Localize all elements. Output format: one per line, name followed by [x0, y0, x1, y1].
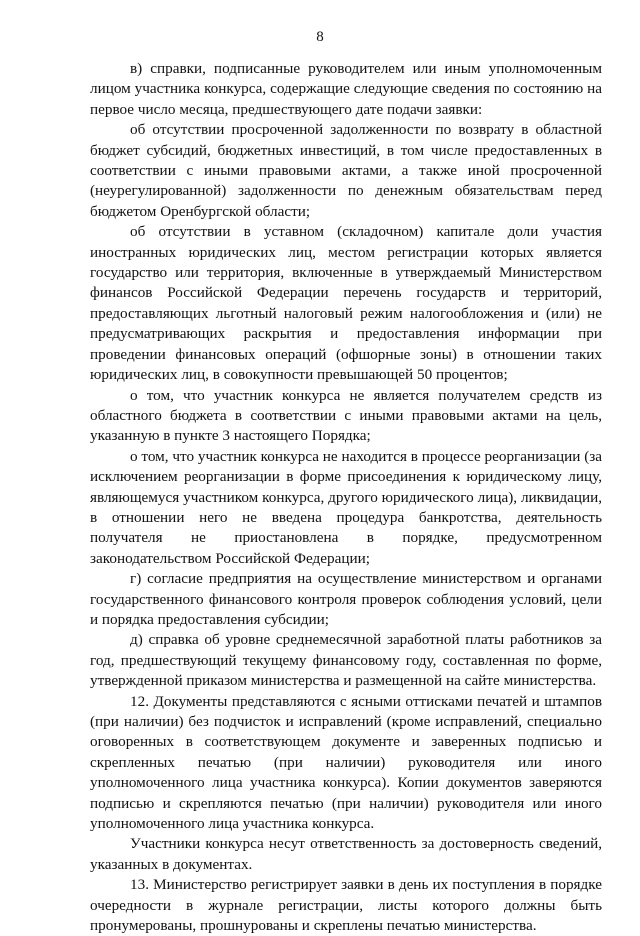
- paragraph-not-funds-recipient: о том, что участник конкурса не является получателем средств из областного бюджета в соответствии с иными правовыми актами на цель, указанную в пункте 3 настоящего Порядка;: [90, 386, 602, 445]
- paragraph-item-v-certificates: в) справки, подписанные руководителем или иным уполномоченным лицом участника конкурса, содержащие следующие сведения по состоянию на первое число месяца, предшествующего дате подачи заявки:: [90, 60, 602, 118]
- paragraph-section-13: 13. Министерство регистрирует заявки в день их поступления в порядке очередности в журнале регистрации, листы которого должны быть пронумерованы, прошнурованы и скреплены печатью министерства.: [90, 876, 602, 935]
- paragraph-item-g-consent: г) согласие предприятия на осуществление министерством и органами государственного финансового контроля проверок соблюдения условий, цели и порядка предоставления субсидии;: [90, 570, 602, 628]
- paragraph-not-in-reorganization: о том, что участник конкурса не находится в процессе реорганизации (за исключением реорганизации в форме присоединения к юридическому лицу, являющемуся участником конкурса, другого юридического лица), ликвидации, в отношении него не введена процедура банкротства, деятельность получателя не приостановлена в порядке, предусмотренном законодательством Российской Федерации;: [90, 447, 602, 567]
- paragraph-item-d-salary-certificate: д) справка об уровне среднемесячной заработной платы работников за год, предшествующий текущему финансовому году, составленная по форме, утвержденной приказом министерства и размещенной на сайте министерства.: [90, 631, 602, 690]
- page-number: 8: [316, 29, 324, 45]
- paragraph-section-12: 12. Документы представляются с ясными оттисками печатей и штампов (при наличии) без подчисток и исправлений (кроме исправлений, специально оговоренных в соответствующем документе и заверенных подписью и скрепленных печатью (при наличии) руководителя или иного уполномоченного лица участника конкурса). Копии документов заверяются подписью и скрепляются печатью (при наличии) руководителя или иного уполномоченного лица участника конкурса.: [90, 692, 602, 833]
- paragraph-participants-responsibility: Участники конкурса несут ответственность за достоверность сведений, указанных в документах.: [90, 835, 602, 873]
- paragraph-no-foreign-offshore-share: об отсутствии в уставном (складочном) капитале доли участия иностранных юридических лиц, местом регистрации которых является государство или территория, включенные в утверждаемый Министерством финансов Российской Федерации перечень государств и территорий, предоставляющих льготный налоговый режим налогообложения и (или) не предусматривающих раскрытия и предоставления информации при проведении финансовых операций (офшорные зоны) в отношении таких юридических лиц, в совокупности превышающей 50 процентов;: [90, 223, 602, 384]
- document-body: [90, 59, 602, 936]
- paragraph-no-overdue-debt: об отсутствии просроченной задолженности по возврату в областной бюджет субсидий, бюджетных инвестиций, в том числе предоставленных в соответствии с иными правовыми актами, а также иной просроченной (неурегулированной) задолженности по денежным обязательствам перед бюджетом Оренбургской области;: [90, 121, 602, 220]
